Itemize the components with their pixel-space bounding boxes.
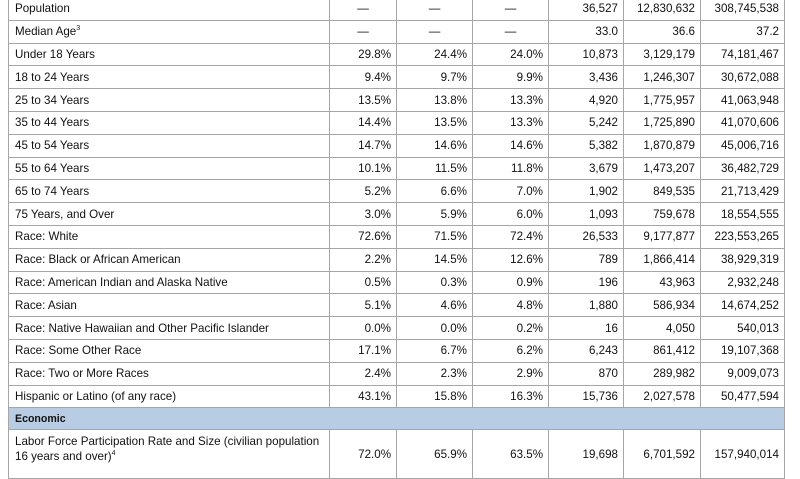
table-row	[9, 430, 785, 479]
row-label: Race: Two or More Races	[15, 367, 149, 381]
table-row	[9, 203, 785, 226]
data-cell: 5,242	[549, 111, 624, 134]
data-cell: 1,866,414	[624, 248, 701, 271]
data-cell: 1,093	[549, 203, 624, 226]
row-label-cell	[9, 430, 330, 479]
data-cell: 2.9%	[473, 362, 549, 385]
data-cell: 13.5%	[330, 89, 397, 112]
row-label-cell	[9, 203, 330, 226]
data-cell: 21,713,429	[701, 180, 785, 203]
data-cell: 15.8%	[397, 385, 473, 408]
data-cell: 14.7%	[330, 134, 397, 157]
data-cell: 5.2%	[330, 180, 397, 203]
data-cell: 3,129,179	[624, 43, 701, 66]
row-label-cell	[9, 294, 330, 317]
data-cell: 9,177,877	[624, 225, 701, 248]
row-label-cell	[9, 134, 330, 157]
data-cell: 1,870,879	[624, 134, 701, 157]
data-cell: 6.2%	[473, 339, 549, 362]
data-cell: 63.5%	[473, 430, 549, 479]
row-label: Labor Force Participation Rate and Size (civilian population 16 years and over)	[15, 435, 320, 464]
data-cell: —	[473, 0, 549, 20]
table-row	[9, 66, 785, 89]
row-label-cell	[9, 111, 330, 134]
row-label: 45 to 54 Years	[15, 139, 90, 153]
data-cell: 24.0%	[473, 43, 549, 66]
row-label-cell	[9, 66, 330, 89]
data-cell: 41,063,948	[701, 89, 785, 112]
footnote-marker: 3	[76, 25, 81, 33]
data-cell: 13.8%	[397, 89, 473, 112]
data-cell: 14.6%	[397, 134, 473, 157]
row-label-cell	[9, 89, 330, 112]
data-cell: 223,553,265	[701, 225, 785, 248]
row-label: Population	[15, 2, 70, 16]
data-cell: 9.9%	[473, 66, 549, 89]
data-cell: 0.0%	[330, 317, 397, 340]
data-cell: 4,050	[624, 317, 701, 340]
data-cell: 1,473,207	[624, 157, 701, 180]
data-cell: 3,436	[549, 66, 624, 89]
data-cell: 15,736	[549, 385, 624, 408]
table-row	[9, 339, 785, 362]
data-cell: 13.3%	[473, 89, 549, 112]
row-label-cell	[9, 157, 330, 180]
data-cell: 72.4%	[473, 225, 549, 248]
data-cell: 36,527	[549, 0, 624, 20]
table-row	[9, 134, 785, 157]
data-cell: 16.3%	[473, 385, 549, 408]
row-label-cell	[9, 385, 330, 408]
row-label-cell	[9, 43, 330, 66]
data-cell: 1,880	[549, 294, 624, 317]
data-cell: —	[397, 20, 473, 43]
data-cell: 65.9%	[397, 430, 473, 479]
data-cell: 4,920	[549, 89, 624, 112]
row-label-cell	[9, 225, 330, 248]
data-cell: 540,013	[701, 317, 785, 340]
row-label: Race: American Indian and Alaska Native	[15, 275, 228, 289]
data-cell: 29.8%	[330, 43, 397, 66]
data-cell: 7.0%	[473, 180, 549, 203]
data-cell: 308,745,538	[701, 0, 785, 20]
data-cell: 9.4%	[330, 66, 397, 89]
data-cell: 36.6	[624, 20, 701, 43]
table-row	[9, 157, 785, 180]
row-label-cell	[9, 339, 330, 362]
row-label-cell	[9, 180, 330, 203]
data-cell: 2.3%	[397, 362, 473, 385]
data-cell: 26,533	[549, 225, 624, 248]
row-label-cell	[9, 20, 330, 43]
table-row	[9, 20, 785, 43]
data-cell: 72.6%	[330, 225, 397, 248]
data-cell: 6.6%	[397, 180, 473, 203]
data-cell: 3,679	[549, 157, 624, 180]
data-cell: 43.1%	[330, 385, 397, 408]
table-row	[9, 225, 785, 248]
data-cell: 36,482,729	[701, 157, 785, 180]
table-row	[9, 180, 785, 203]
row-label: Race: Some Other Race	[15, 344, 142, 358]
data-cell: 5,382	[549, 134, 624, 157]
row-label: Race: Asian	[15, 298, 77, 312]
data-cell: 37.2	[701, 20, 785, 43]
data-cell: 10,873	[549, 43, 624, 66]
data-cell: 74,181,467	[701, 43, 785, 66]
data-cell: 33.0	[549, 20, 624, 43]
table-row	[9, 43, 785, 66]
footnote-marker: 4	[111, 450, 116, 458]
row-label: 35 to 44 Years	[15, 116, 90, 130]
data-cell: 196	[549, 271, 624, 294]
data-cell: 586,934	[624, 294, 701, 317]
data-cell: 41,070,606	[701, 111, 785, 134]
data-cell: 13.5%	[397, 111, 473, 134]
data-cell: 50,477,594	[701, 385, 785, 408]
data-cell: 157,940,014	[701, 430, 785, 479]
data-cell: 1,246,307	[624, 66, 701, 89]
data-cell: 0.3%	[397, 271, 473, 294]
data-cell: 14,674,252	[701, 294, 785, 317]
table-row	[9, 89, 785, 112]
data-cell: 289,982	[624, 362, 701, 385]
data-cell: 17.1%	[330, 339, 397, 362]
data-cell: 6.7%	[397, 339, 473, 362]
data-cell: 71.5%	[397, 225, 473, 248]
row-label: 65 to 74 Years	[15, 184, 90, 198]
data-cell: 45,006,716	[701, 134, 785, 157]
row-label: Median Age	[15, 25, 77, 39]
data-cell: 11.5%	[397, 157, 473, 180]
data-cell: 6,701,592	[624, 430, 701, 479]
row-label-cell	[9, 248, 330, 271]
data-cell: 13.3%	[473, 111, 549, 134]
table-row	[9, 271, 785, 294]
data-cell: 9,009,073	[701, 362, 785, 385]
data-cell: 0.9%	[473, 271, 549, 294]
data-cell: 2,027,578	[624, 385, 701, 408]
data-cell: 12.6%	[473, 248, 549, 271]
data-cell: 849,535	[624, 180, 701, 203]
data-cell: 38,929,319	[701, 248, 785, 271]
data-cell: —	[330, 0, 397, 20]
row-label: 25 to 34 Years	[15, 93, 90, 107]
data-cell: 14.6%	[473, 134, 549, 157]
data-cell: 19,107,368	[701, 339, 785, 362]
data-cell: —	[473, 20, 549, 43]
data-cell: 6,243	[549, 339, 624, 362]
data-cell: 5.9%	[397, 203, 473, 226]
data-cell: 1,725,890	[624, 111, 701, 134]
data-cell: 0.5%	[330, 271, 397, 294]
row-label: 75 Years, and Over	[15, 207, 115, 221]
table-row	[9, 111, 785, 134]
data-cell: 2.2%	[330, 248, 397, 271]
data-cell: 1,775,957	[624, 89, 701, 112]
table-row	[9, 294, 785, 317]
table-row	[9, 317, 785, 340]
data-cell: 4.6%	[397, 294, 473, 317]
section-header-economic: Economic	[9, 408, 785, 430]
row-label: Under 18 Years	[15, 47, 95, 61]
data-cell: 4.8%	[473, 294, 549, 317]
section-header-row	[9, 408, 785, 430]
row-label: Race: Black or African American	[15, 253, 181, 267]
data-cell: 9.7%	[397, 66, 473, 89]
data-cell: 18,554,555	[701, 203, 785, 226]
row-label: Hispanic or Latino (of any race)	[15, 389, 177, 403]
data-cell: —	[330, 20, 397, 43]
data-cell: 5.1%	[330, 294, 397, 317]
data-cell: 30,672,088	[701, 66, 785, 89]
data-cell: 6.0%	[473, 203, 549, 226]
data-cell: 0.2%	[473, 317, 549, 340]
data-cell: 759,678	[624, 203, 701, 226]
data-cell: 14.5%	[397, 248, 473, 271]
data-cell: 14.4%	[330, 111, 397, 134]
row-label: Race: Native Hawaiian and Other Pacific Islander	[15, 321, 269, 335]
data-cell: 2.4%	[330, 362, 397, 385]
data-cell: 12,830,632	[624, 0, 701, 20]
data-cell: —	[397, 0, 473, 20]
data-cell: 43,963	[624, 271, 701, 294]
data-cell: 16	[549, 317, 624, 340]
row-label-cell	[9, 362, 330, 385]
row-label: 18 to 24 Years	[15, 70, 90, 84]
table-row	[9, 385, 785, 408]
data-cell: 3.0%	[330, 203, 397, 226]
data-cell: 72.0%	[330, 430, 397, 479]
row-label: 55 to 64 Years	[15, 161, 90, 175]
data-cell: 2,932,248	[701, 271, 785, 294]
data-cell: 861,412	[624, 339, 701, 362]
data-cell: 19,698	[549, 430, 624, 479]
row-label-cell	[9, 317, 330, 340]
data-cell: 0.0%	[397, 317, 473, 340]
demographics-table	[8, 0, 785, 479]
table-row	[9, 0, 785, 20]
data-cell: 10.1%	[330, 157, 397, 180]
row-label: Race: White	[15, 230, 79, 244]
data-cell: 11.8%	[473, 157, 549, 180]
table-row	[9, 248, 785, 271]
data-cell: 789	[549, 248, 624, 271]
data-cell: 24.4%	[397, 43, 473, 66]
row-label-cell	[9, 0, 330, 20]
data-cell: 870	[549, 362, 624, 385]
table-row	[9, 362, 785, 385]
data-cell: 1,902	[549, 180, 624, 203]
row-label-cell	[9, 271, 330, 294]
